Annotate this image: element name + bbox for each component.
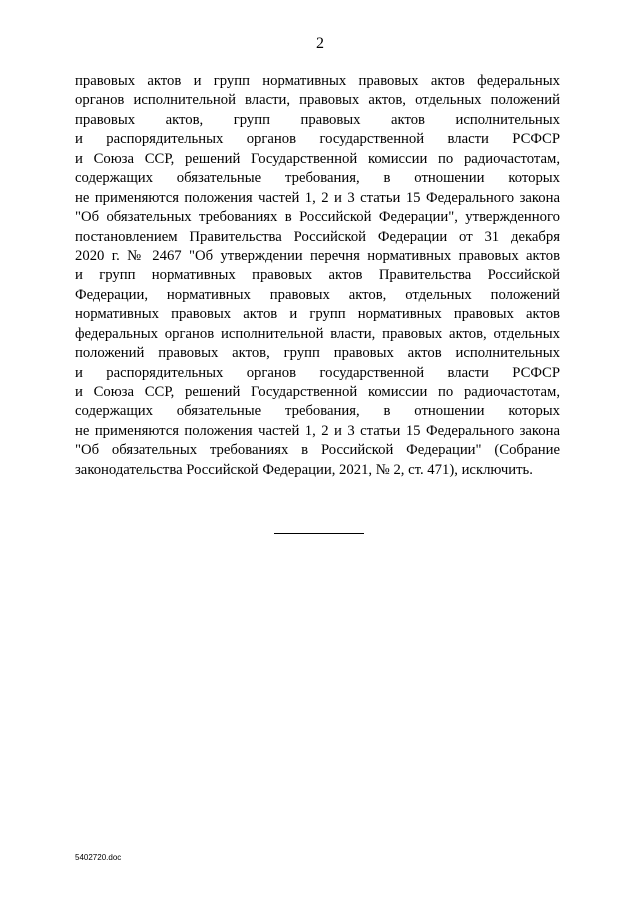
text-line: Федерации, нормативных правовых актов, отдельных положений (75, 286, 560, 303)
text-line-last: законодательства Российской Федерации, 2021, № 2, ст. 471), исключить. (75, 461, 533, 478)
text-line: и распорядительных органов государственной власти РСФСР (75, 364, 560, 381)
text-line: правовых актов, групп правовых актов исполнительных (75, 111, 560, 128)
text-line: и Союза ССР, решений Государственной комиссии по радиочастотам, (75, 384, 560, 400)
text-line: и распорядительных органов государственной власти РСФСР (75, 131, 560, 148)
body-paragraph (75, 72, 560, 480)
text-line: не применяются положения частей 1, 2 и 3 статьи 15 Федерального закона (75, 422, 560, 439)
text-line: 2020 г. № 2467 "Об утверждении перечня нормативных правовых актов (75, 247, 560, 264)
text-line: и Союза ССР, решений Государственной комиссии по радиочастотам, (75, 150, 560, 167)
text-line: не применяются положения частей 1, 2 и 3 статьи 15 Федерального закона (75, 189, 560, 206)
text-line: правовых актов и групп нормативных правовых актов федеральных (75, 73, 560, 89)
text-line: содержащих обязательные требования, в отношении которых (75, 403, 560, 420)
text-line: нормативных правовых актов и групп нормативных правовых актов (75, 306, 560, 323)
text-line: содержащих обязательные требования, в отношении которых (75, 170, 560, 187)
text-line: постановлением Правительства Российской Федерации от 31 декабря (75, 228, 560, 245)
text-line: "Об обязательных требованиях в Российской Федерации", утвержденного (75, 209, 560, 226)
text-line: положений правовых актов, групп правовых актов исполнительных (75, 345, 560, 362)
text-line: органов исполнительной власти, правовых актов, отдельных положений (75, 92, 560, 109)
text-line: "Об обязательных требованиях в Российской Федерации" (Собрание (75, 442, 560, 459)
text-line: федеральных органов исполнительной власти, правовых актов, отдельных (75, 325, 560, 342)
end-separator-line (274, 533, 364, 534)
text-line: и групп нормативных правовых актов Правительства Российской (75, 267, 560, 284)
page-number: 2 (316, 35, 324, 52)
footer-file-name: 5402720.doc (75, 853, 122, 862)
